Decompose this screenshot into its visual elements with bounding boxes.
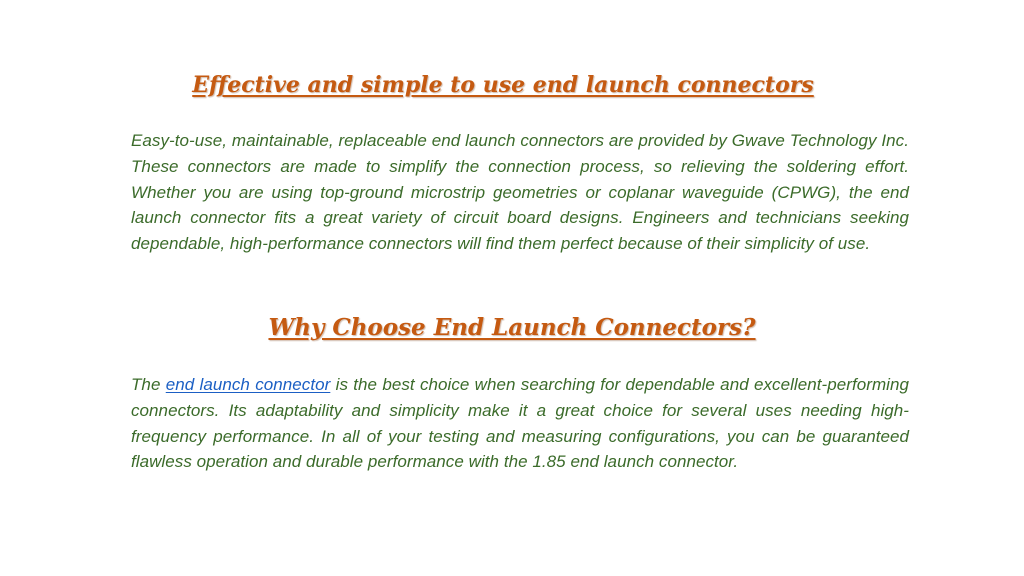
- paragraph-body-text: is the best choice when searching for dependable and excellent-performing connectors. Its adaptability and simplicity make it a great choice for several uses needing high-frequency performance. In all of your testing and measuring configurations, you can be guaranteed flawless operation and durable performance with the 1.85 end launch connector.: [131, 375, 909, 472]
- section-heading-why-choose: Why Choose End Launch Connectors?: [268, 314, 756, 341]
- paragraph-lead-text: The: [131, 375, 166, 394]
- section-paragraph-intro: Easy-to-use, maintainable, replaceable end launch connectors are provided by Gwave Technology Inc. These connectors are made to simplify the connection process, so relieving the soldering effort. Whether you are using top-ground microstrip geometries or coplanar waveguide (CPWG), the end launch connector fits a great variety of circuit board designs. Engineers and technicians seeking dependable, high-performance connectors will find them perfect because of their simplicity of use.: [131, 131, 909, 254]
- end-launch-connector-link[interactable]: end launch connector: [165, 375, 331, 394]
- section-paragraph-why: [131, 372, 909, 475]
- section-heading-effective: Effective and simple to use end launch connectors: [192, 72, 814, 98]
